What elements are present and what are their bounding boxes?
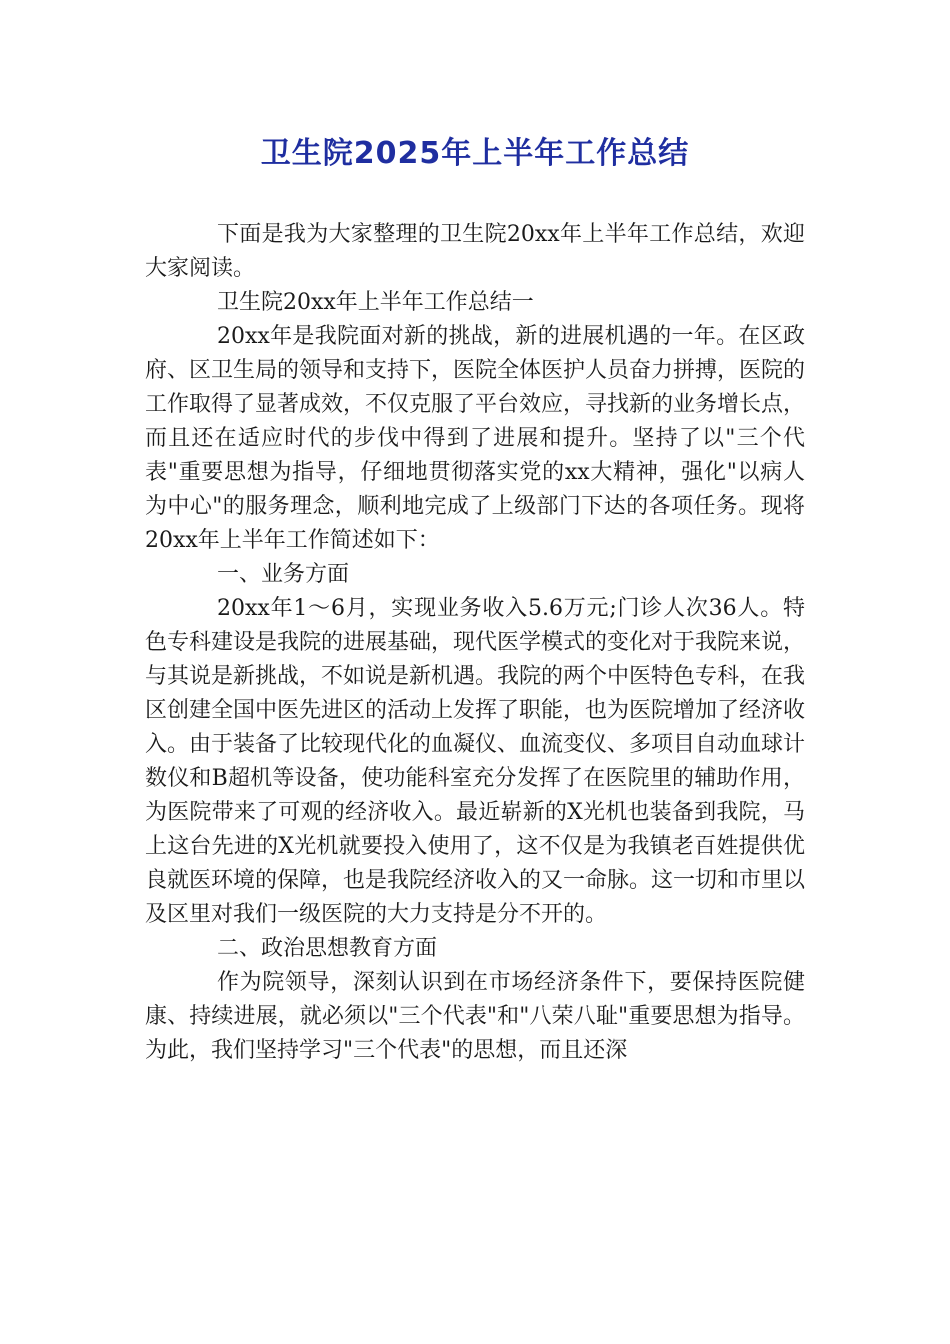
document-title: 卫生院2025年上半年工作总结 xyxy=(260,136,690,171)
overview-paragraph: 20xx年是我院面对新的挑战，新的进展机遇的一年。在区政府、区卫生局的领导和支持下，医院全体医护人员奋力拼搏，医院的工作取得了显著成效，不仅克服了平台效应，寻找新的业务增长点，而且还在适应时代的步伐中得到了进展和提升。坚持了以"三个代表"重要思想为指导，仔细地贯彻落实党的xx大精神，强化"以病人为中心"的服务理念，顺利地完成了上级部门下达的各项任务。现将20xx年上半年工作简述如下： xyxy=(145,324,806,553)
section-heading: 卫生院20xx年上半年工作总结一 xyxy=(217,290,534,315)
section-heading: 一、业务方面 xyxy=(217,562,350,587)
document-body xyxy=(145,218,805,1068)
politics-paragraph: 作为院领导，深刻认识到在市场经济条件下，要保持医院健康、持续进展，就必须以"三个代表"和"八荣八耻"重要思想为指导。为此，我们坚持学习"三个代表"的思想，而且还深 xyxy=(145,970,805,1063)
section-heading: 二、政治思想教育方面 xyxy=(217,936,438,961)
business-paragraph: 20xx年1～6月，实现业务收入5.6万元;门诊人次36人。特色专科建设是我院的进展基础，现代医学模式的变化对于我院来说，与其说是新挑战，不如说是新机遇。我院的两个中医特色专科，在我区创建全国中医先进区的活动上发挥了职能，也为医院增加了经济收入。由于装备了比较现代化的血凝仪、血流变仪、多项目自动血球计数仪和B超机等设备，使功能科室充分发挥了在医院里的辅助作用，为医院带来了可观的经济收入。最近崭新的X光机也装备到我院，马上这台先进的X光机就要投入使用了，这不仅是为我镇老百姓提供优良就医环境的保障，也是我院经济收入的又一命脉。这一切和市里以及区里对我们一级医院的大力支持是分不开的。 xyxy=(145,596,806,927)
intro-paragraph: 下面是我为大家整理的卫生院20xx年上半年工作总结，欢迎大家阅读。 xyxy=(145,222,805,281)
